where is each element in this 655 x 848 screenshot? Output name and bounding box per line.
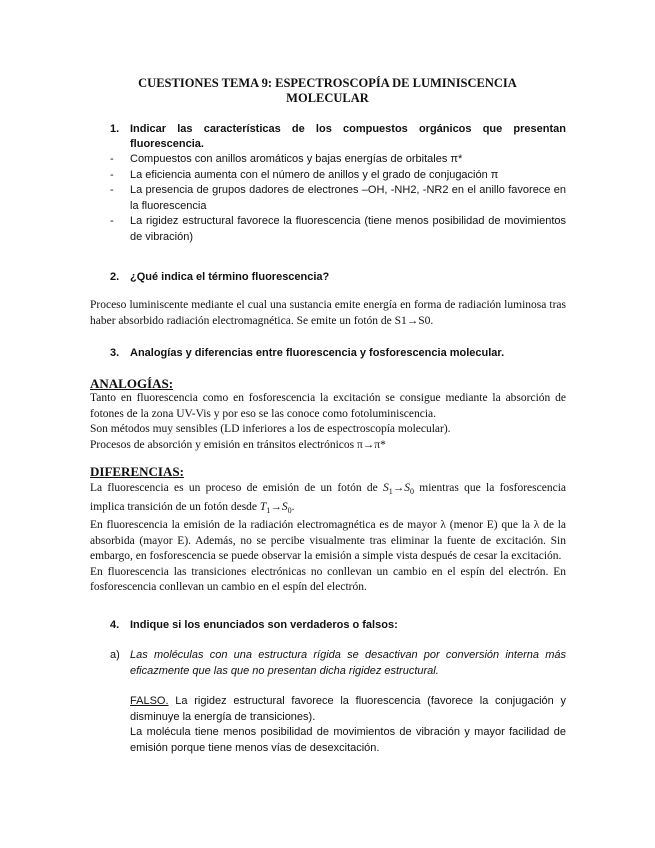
title-line-1: CUESTIONES TEMA 9: ESPECTROSCOPÍA DE LUMINISCENCIA bbox=[138, 76, 517, 90]
list-item: - La presencia de grupos dadores de electrones –OH, -NH2, -NR2 en el anillo favorece en la fluorescencia bbox=[110, 184, 566, 212]
title-line-2: MOLECULAR bbox=[286, 91, 369, 105]
analogias-paragraph-3: Procesos de absorción y emisión en tránsitos electrónicos π→π* bbox=[90, 438, 386, 451]
answer-line-1: FALSO. La rigidez estructural favorece la fluorescencia (favorece la conjugación y disminuye la energía de transiciones). bbox=[130, 695, 566, 723]
analogias-paragraph-1: Tanto en fluorescencia como en fosforescencia la excitación se consigue mediante la absorción de fotones de la zona UV-Vis y por eso se las conoce como fotoluminiscencia. bbox=[90, 392, 566, 420]
diferencias-heading: DIFERENCIAS: bbox=[90, 464, 184, 479]
question-3-number: 3. bbox=[110, 347, 120, 359]
statement-a-label: a) bbox=[110, 649, 120, 661]
statement-a-text: Las moléculas con una estructura rígida se desactivan por conversión interna más eficazmente que las que no presentan dicha rigidez estructural. bbox=[130, 649, 566, 677]
analogias-paragraph-2: Son métodos muy sensibles (LD inferiores a los de espectroscopía molecular). bbox=[90, 423, 451, 435]
diferencias-paragraph-1: La fluorescencia es un proceso de emisión de un fotón de $S_1\to S_0$ mientras que la fosforescencia implica transición de un fotón desde $T_1\to S_0$. bbox=[90, 482, 566, 515]
question-2-number: 2. bbox=[110, 271, 120, 283]
analogias-heading: ANALOGÍAS: bbox=[90, 376, 174, 391]
page-title bbox=[120, 76, 535, 106]
question-1-number: 1. bbox=[110, 123, 120, 135]
diferencias-paragraph-3: En fluorescencia las transiciones electrónicas no conllevan un cambio en el espín del electrón. En fosforescencia conllevan un cambio en el espín del electrón. bbox=[90, 565, 566, 593]
question-3-text: Analogías y diferencias entre fluorescencia y fosforescencia molecular. bbox=[130, 347, 505, 359]
question-1-bullets bbox=[110, 152, 566, 245]
question-4-text: Indique si los enunciados son verdaderos o falsos: bbox=[130, 619, 398, 631]
question-4-number: 4. bbox=[110, 619, 120, 631]
answer-line-2: La molécula tiene menos posibilidad de movimientos de vibración y mayor facilidad de emisión porque tiene menos vías de desexcitación. bbox=[130, 726, 566, 754]
diferencias-body bbox=[90, 481, 566, 596]
list-item: - La eficiencia aumenta con el número de anillos y el grado de conjugación π bbox=[110, 168, 499, 181]
question-2-text: ¿Qué indica el término fluorescencia? bbox=[130, 271, 330, 283]
list-item: - Compuestos con anillos aromáticos y bajas energías de orbitales π* bbox=[110, 153, 463, 165]
list-item: - La rigidez estructural favorece la fluorescencia (tiene menos posibilidad de movimientos de vibración) bbox=[110, 215, 566, 243]
question-1-text: Indicar las características de los compuestos orgánicos que presentan fluorescencia. bbox=[130, 123, 566, 150]
verdict-badge: FALSO. bbox=[130, 695, 169, 707]
diferencias-paragraph-2: En fluorescencia la emisión de la radiación electromagnética es de mayor λ (menor E) que la λ de la absorbida (mayor E). Además, no se percibe visualmente tras eliminar la fuente de excitación. Sin embargo, en fosforescencia se puede observar la emisión a simple vista después de cesar la excitación. bbox=[90, 519, 566, 562]
analogias-body bbox=[90, 391, 566, 453]
question-2-answer: Proceso luminiscente mediante el cual una sustancia emite energía en forma de radiación luminosa tras haber absorbido radiación electromagnética. Se emite un fotón de S1→S0. bbox=[90, 299, 566, 327]
statement-a-answer bbox=[130, 694, 566, 756]
